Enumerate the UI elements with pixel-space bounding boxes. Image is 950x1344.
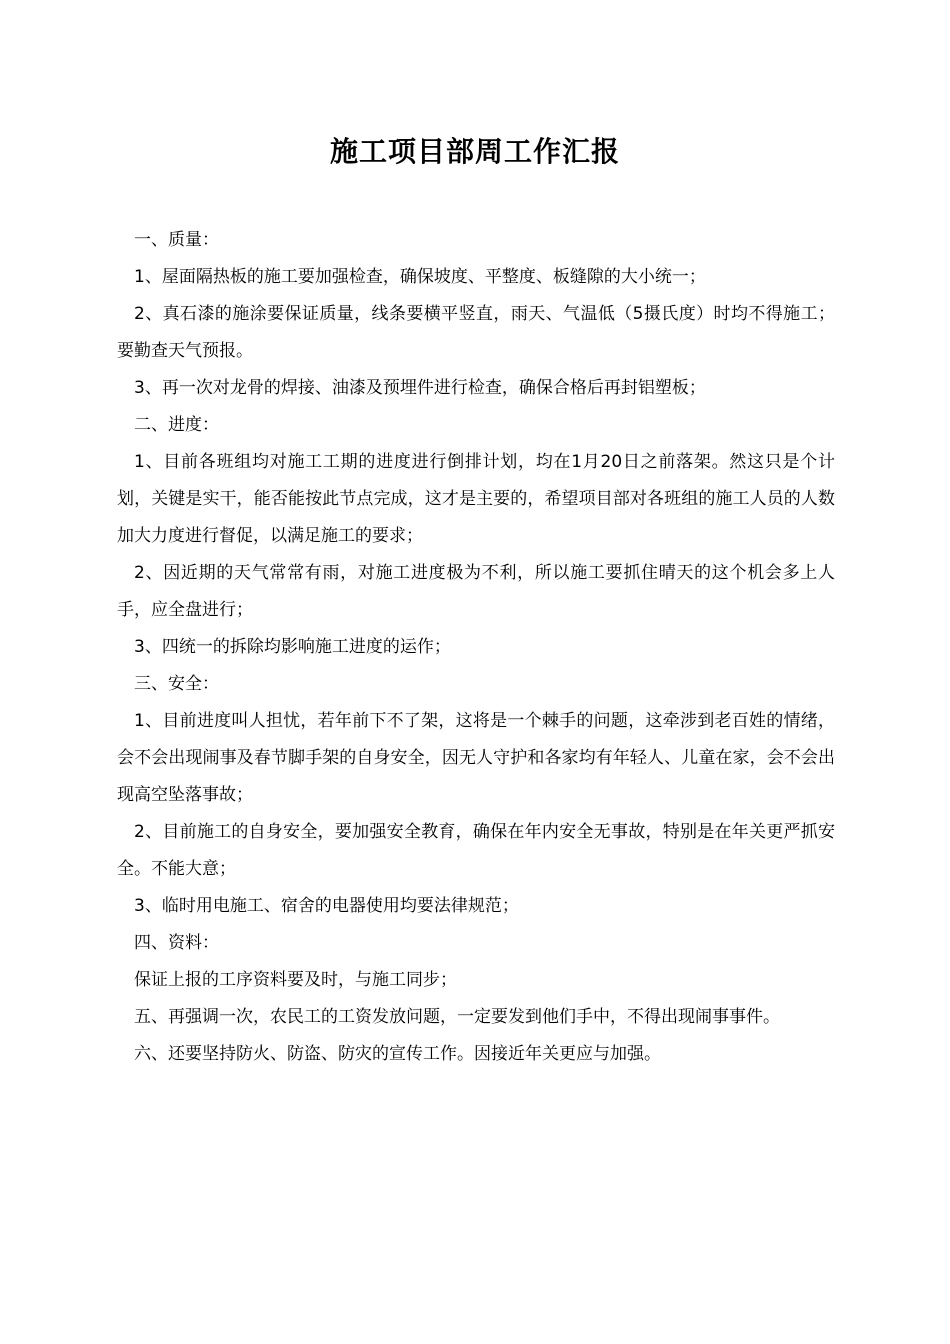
paragraph-safety-1: 1、目前进度叫人担忧，若年前下不了架，这将是一个棘手的问题，这牵涉到老百姓的情绪，会不会出现闹事及春节脚手架的自身安全，因无人守护和各家均有年轻人、儿童在家，会不会出现高空坠落事故； xyxy=(117,711,835,805)
paragraph-progress-3: 3、四统一的拆除均影响施工进度的运作； xyxy=(134,637,451,657)
paragraph-safety-3: 3、临时用电施工、宿舍的电器使用均要法律规范； xyxy=(134,896,519,916)
paragraph-wages: 五、再强调一次，农民工的工资发放问题，一定要发到他们手中，不得出现闹事事件。 xyxy=(134,1007,780,1027)
document-title: 施工项目部周工作汇报 xyxy=(329,135,620,168)
paragraph-quality-3: 3、再一次对龙骨的焊接、油漆及预埋件进行检查，确保合格后再封铝塑板； xyxy=(134,378,706,398)
paragraph-quality-1: 1、屋面隔热板的施工要加强检查，确保坡度、平整度、板缝隙的大小统一； xyxy=(134,267,706,287)
paragraph-progress-1: 1、目前各班组均对施工工期的进度进行倒排计划，均在1月20日之前落架。然这只是个计划，关键是实干，能否能按此节点完成，这才是主要的，希望项目部对各班组的施工人员的人数加大力度进行督促，以满足施工的要求； xyxy=(117,452,835,546)
section-heading-safety: 三、安全： xyxy=(134,674,219,694)
paragraph-safety-2: 2、目前施工的自身安全，要加强安全教育，确保在年内安全无事故，特别是在年关更严抓安全。不能大意； xyxy=(117,822,835,879)
section-heading-quality: 一、质量： xyxy=(134,230,219,250)
section-heading-progress: 二、进度： xyxy=(134,415,219,435)
paragraph-quality-2: 2、真石漆的施涂要保证质量，线条要横平竖直，雨天、气温低（5摄氏度）时均不得施工；要勤查天气预报。 xyxy=(117,304,835,361)
section-heading-documents: 四、资料： xyxy=(134,933,219,953)
paragraph-progress-2: 2、因近期的天气常常有雨，对施工进度极为不利，所以施工要抓住晴天的这个机会多上人手，应全盘进行； xyxy=(117,563,835,620)
paragraph-documents-1: 保证上报的工序资料要及时，与施工同步； xyxy=(134,970,457,990)
document-body xyxy=(117,222,835,1073)
paragraph-fire-prevention: 六、还要坚持防火、防盗、防灾的宣传工作。因接近年关更应与加强。 xyxy=(134,1044,661,1064)
